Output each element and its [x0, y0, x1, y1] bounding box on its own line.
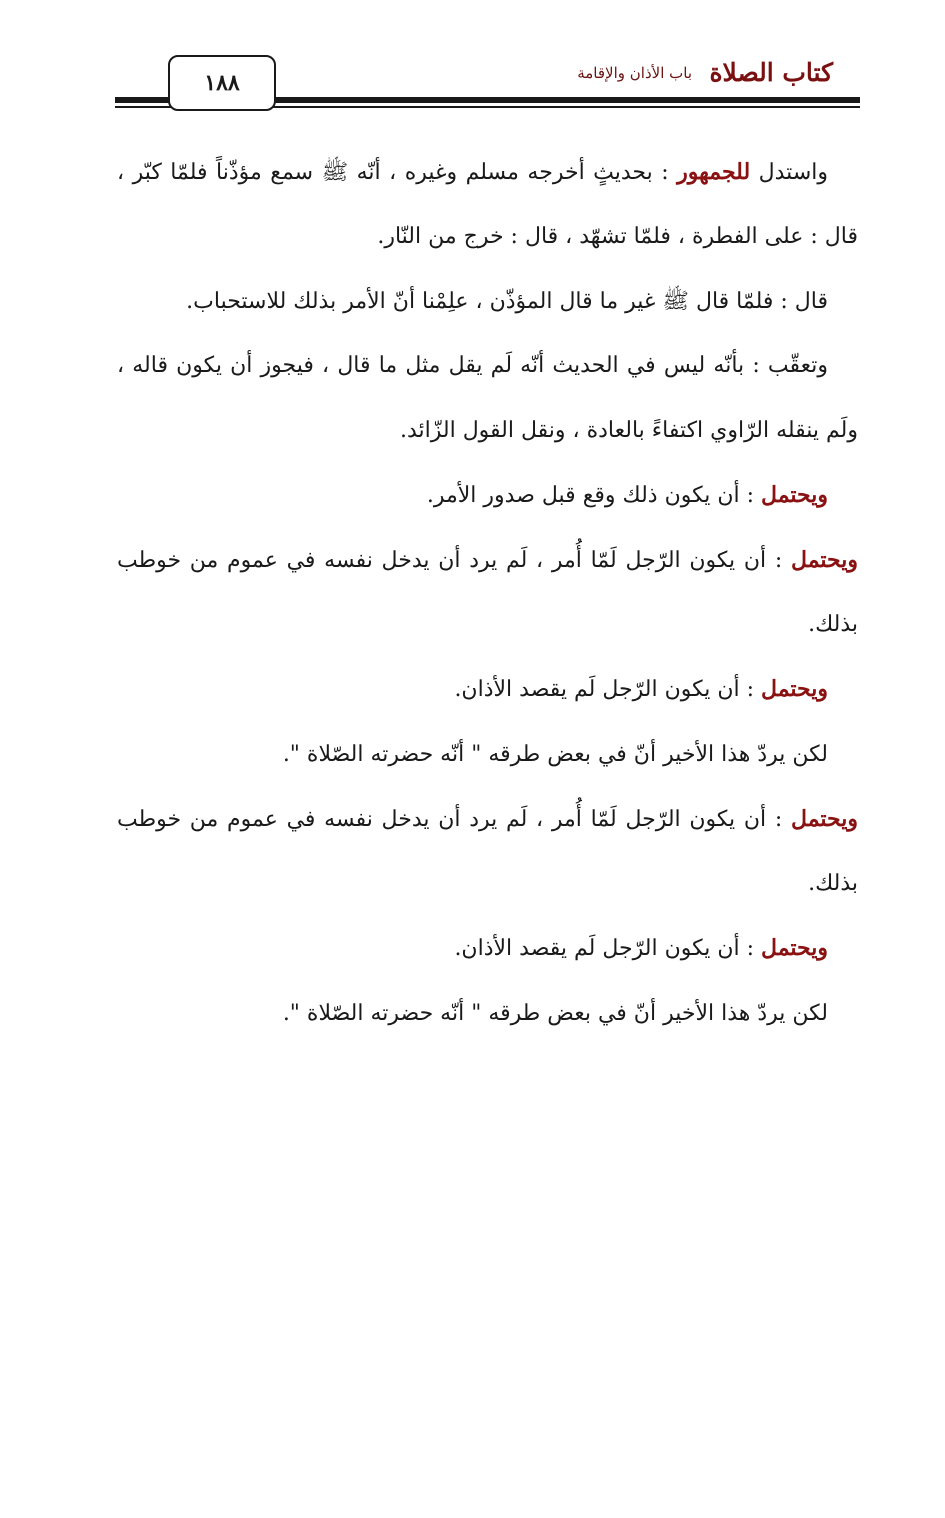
paragraph: ويحتمل : أن يكون الرّجل لَمّا أُمر ، لَم يرد أن يدخل نفسه في عموم من خوطب بذلك.: [117, 547, 858, 637]
paragraph: ويحتمل : أن يكون الرّجل لَم يقصد الأذان.: [454, 935, 828, 961]
paragraph: ويحتمل : أن يكون الرّجل لَم يقصد الأذان.: [454, 676, 828, 702]
keyword: ويحتمل: [761, 935, 828, 961]
paragraph: لكن يردّ هذا الأخير أنّ في بعض طرقه " أنّه حضرته الصّلاة ".: [282, 742, 828, 767]
paragraph: لكن يردّ هذا الأخير أنّ في بعض طرقه " أنّه حضرته الصّلاة ".: [282, 1001, 828, 1026]
paragraph: ويحتمل : أن يكون الرّجل لَمّا أُمر ، لَم يرد أن يدخل نفسه في عموم من خوطب بذلك.: [117, 806, 858, 896]
page-number: ١٨٨: [168, 55, 276, 111]
paragraph: ويحتمل : أن يكون ذلك وقع قبل صدور الأمر.: [426, 482, 828, 508]
paragraph: وتعقّب : بأنّه ليس في الحديث أنّه لَم يقل مثل ما قال ، فيجوز أن يكون قاله ، ولَم ينقله الرّاوي اكتفاءً بالعادة ، ونقل القول الزّائد.: [117, 353, 858, 443]
chapter-title: باب الأذان والإقامة: [577, 64, 692, 82]
keyword: ويحتمل: [791, 806, 858, 832]
keyword: ويحتمل: [791, 547, 858, 573]
body-text: [117, 140, 858, 1046]
book-title: كتاب الصلاة: [709, 58, 833, 87]
paragraph: واستدل للجمهور : بحديثٍ أخرجه مسلم وغيره ، أنّه ﷺ سمع مؤذّناً فلمّا كبّر ، قال : على الفطرة ، فلمّا تشهّد ، قال : خرج من النّار.: [117, 159, 858, 249]
page-header: [115, 52, 860, 112]
keyword: ويحتمل: [761, 676, 828, 702]
keyword: ويحتمل: [761, 482, 828, 508]
paragraph: قال : فلمّا قال ﷺ غير ما قال المؤذّن ، علِمْنا أنّ الأمر بذلك للاستحباب.: [186, 289, 828, 314]
keyword: للجمهور: [677, 159, 751, 185]
